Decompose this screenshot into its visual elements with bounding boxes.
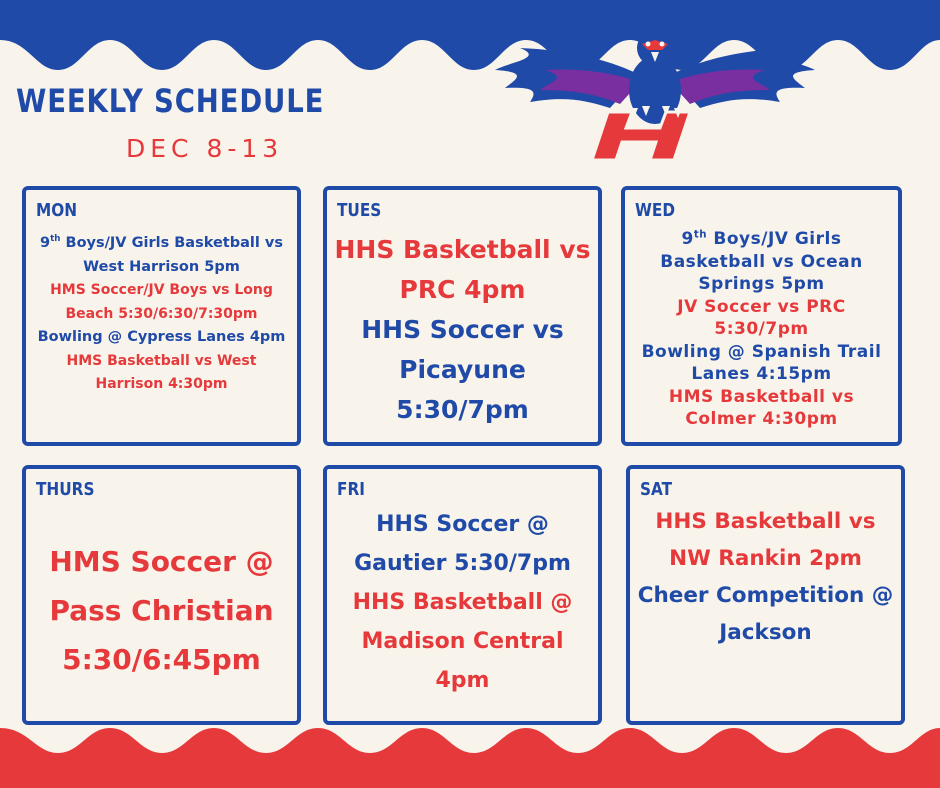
saturday-card — [626, 465, 905, 725]
day-label-saturday: SAT — [640, 479, 673, 500]
event-thu-0 — [32, 537, 291, 684]
events-thursday — [32, 537, 291, 684]
event-text: Boys/JV Girls Basketball vs Ocean Springs 5pm — [660, 229, 863, 294]
event-tue-1 — [333, 310, 592, 430]
day-label-wednesday: WED — [635, 200, 676, 221]
event-text: HMS Soccer/JV Boys vs Long Beach 5:30/6:30/7:30pm — [50, 282, 273, 322]
event-ordinal-number: 9 — [40, 235, 51, 251]
thursday-card — [22, 465, 301, 725]
event-tue-0 — [333, 230, 592, 310]
event-mon-0 — [32, 232, 291, 279]
event-wed-0 — [631, 228, 892, 296]
event-wed-3 — [631, 386, 892, 431]
wednesday-card — [621, 186, 902, 446]
event-text: HMS Basketball vs West Harrison 4:30pm — [66, 352, 257, 392]
hawk-mascot-logo — [490, 20, 820, 170]
event-text: HHS Soccer @ Gautier 5:30/7pm — [354, 512, 571, 576]
event-text: HHS Basketball @ Madison Central 4pm — [352, 590, 573, 693]
event-sat-0 — [636, 503, 895, 577]
event-text: Boys/JV Girls Basketball vs West Harrison 5pm — [60, 235, 283, 275]
event-text: Bowling @ Cypress Lanes 4pm — [37, 329, 286, 345]
event-sat-1 — [636, 577, 895, 651]
page-title: WEEKLY SCHEDULE — [16, 82, 325, 120]
event-ordinal-suffix: th — [50, 234, 61, 245]
event-text: Cheer Competition @ Jackson — [637, 583, 894, 645]
date-range: DEC 8-13 — [126, 134, 284, 163]
events-saturday — [636, 503, 895, 651]
day-label-friday: FRI — [337, 479, 365, 500]
event-text: HHS Soccer vs Picayune 5:30/7pm — [361, 315, 564, 424]
event-text: HMS Soccer @ Pass Christian 5:30/6:45pm — [49, 545, 274, 676]
tuesday-card — [323, 186, 602, 446]
event-text: HHS Basketball vs PRC 4pm — [334, 235, 591, 304]
event-mon-1 — [32, 279, 291, 326]
event-text: HMS Basketball vs Colmer 4:30pm — [668, 386, 855, 429]
event-text: Bowling @ Spanish Trail Lanes 4:15pm — [641, 341, 882, 384]
event-text: HHS Basketball vs NW Rankin 2pm — [655, 509, 876, 571]
event-ordinal-suffix: th — [693, 229, 707, 241]
day-label-tuesday: TUES — [337, 200, 382, 221]
event-ordinal-number: 9 — [681, 229, 694, 249]
monday-card — [22, 186, 301, 446]
event-mon-3 — [32, 350, 291, 397]
event-wed-2 — [631, 341, 892, 386]
day-label-thursday: THURS — [36, 479, 95, 500]
events-monday — [32, 232, 291, 397]
event-text: JV Soccer vs PRC 5:30/7pm — [677, 296, 846, 339]
event-fri-0 — [333, 505, 592, 583]
events-friday — [333, 505, 592, 700]
events-tuesday — [333, 230, 592, 430]
event-wed-1 — [631, 296, 892, 341]
event-mon-2 — [32, 326, 291, 350]
event-fri-1 — [333, 583, 592, 700]
events-wednesday — [631, 228, 892, 431]
day-label-monday: MON — [36, 200, 78, 221]
friday-card — [323, 465, 602, 725]
